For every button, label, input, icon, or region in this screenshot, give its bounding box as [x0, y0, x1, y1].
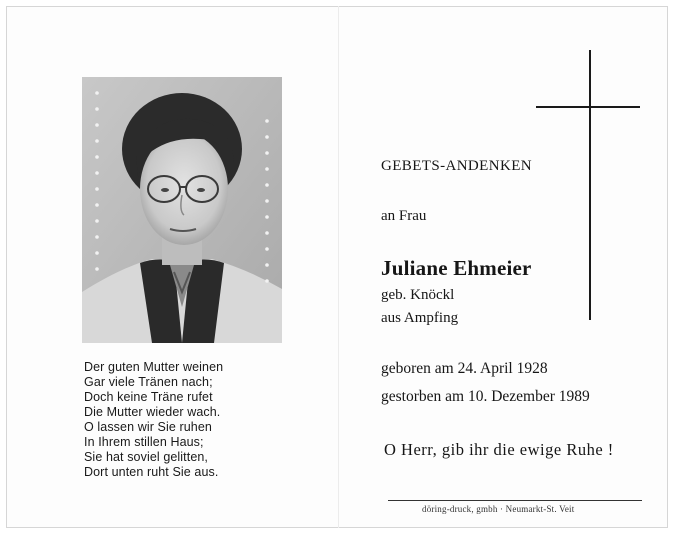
printer-divider [388, 500, 642, 501]
poem-line: O lassen wir Sie ruhen [84, 420, 212, 434]
birth-name: geb. Knöckl [381, 287, 455, 303]
cross-icon-vertical [589, 50, 591, 320]
portrait-photo [82, 77, 282, 343]
prayer: O Herr, gib ihr die ewige Ruhe ! [384, 440, 614, 459]
poem-line: Die Mutter wieder wach. [84, 405, 221, 419]
deceased-name: Juliane Ehmeier [381, 256, 532, 280]
birth-date: geboren am 24. April 1928 [381, 360, 548, 377]
poem-line: In Ihrem stillen Haus; [84, 435, 204, 449]
poem-line: Doch keine Träne rufet [84, 390, 213, 404]
portrait-image [82, 77, 282, 343]
poem-line: Der guten Mutter weinen [84, 360, 224, 374]
death-date: gestorben am 10. Dezember 1989 [381, 388, 590, 405]
card-heading: GEBETS-ANDENKEN [381, 158, 532, 174]
poem-line: Sie hat soviel gelitten, [84, 450, 209, 464]
poem-line: Dort unten ruht Sie aus. [84, 465, 219, 479]
origin: aus Ampfing [381, 310, 459, 326]
poem-line: Gar viele Tränen nach; [84, 375, 213, 389]
memorial-poem [84, 360, 324, 480]
cross-icon-horizontal [536, 106, 640, 108]
printer-credit: döring-druck, gmbh · Neumarkt-St. Veit [422, 504, 575, 514]
salutation: an Frau [381, 208, 427, 224]
card-fold-line [338, 6, 339, 528]
